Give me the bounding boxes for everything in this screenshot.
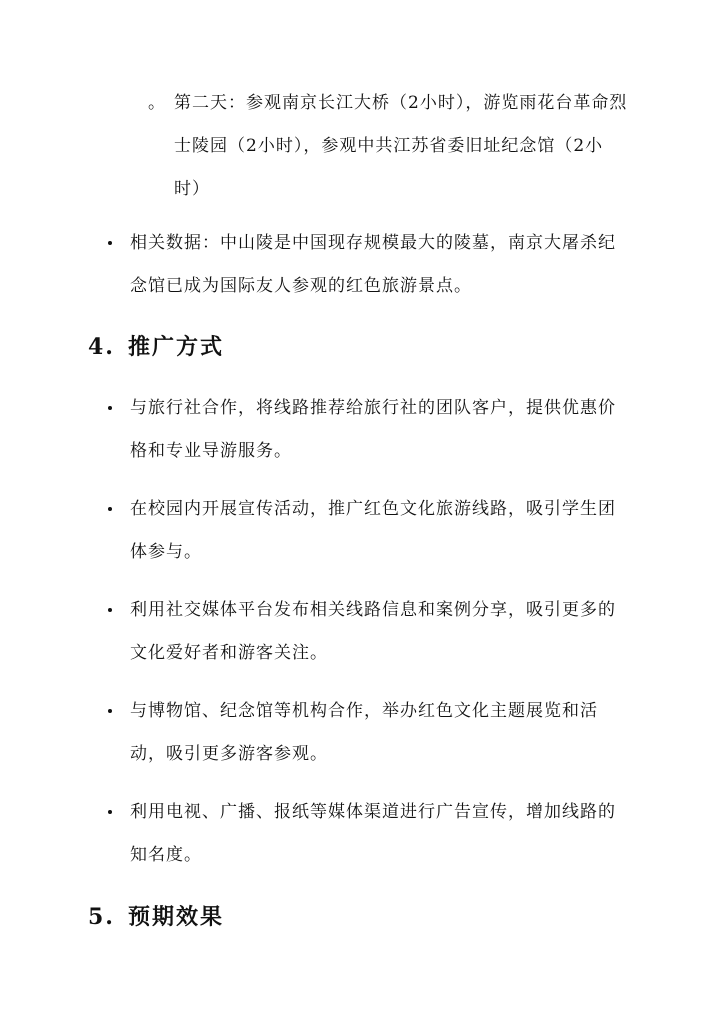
bullet-dot xyxy=(108,507,112,511)
section-title: 推广方式 xyxy=(128,334,225,360)
list-item-text: 与博物馆、纪念馆等机构合作，举办红色文化主题展览和活动，吸引更多游客参观。 xyxy=(130,701,598,764)
list-item xyxy=(108,387,628,473)
section-number: 5. xyxy=(88,904,115,930)
sub-list-item-day2 xyxy=(148,82,628,211)
section-heading-5 xyxy=(88,900,224,931)
bullet-dot xyxy=(108,608,112,612)
list-item xyxy=(108,690,628,776)
sub-list-marker: 。 xyxy=(148,93,166,113)
list-item-text: 与旅行社合作，将线路推荐给旅行社的团队客户，提供优惠价格和专业导游服务。 xyxy=(130,398,616,461)
bullet-dot xyxy=(108,241,112,245)
section-title: 预期效果 xyxy=(128,904,225,930)
bullet-dot xyxy=(108,810,112,814)
bullet-dot xyxy=(108,709,112,713)
list-item xyxy=(108,488,628,574)
list-item-text: 相关数据：中山陵是中国现存规模最大的陵墓，南京大屠杀纪念馆已成为国际友人参观的红色旅游景点。 xyxy=(130,233,616,296)
list-item-text: 在校园内开展宣传活动，推广红色文化旅游线路，吸引学生团体参与。 xyxy=(130,499,616,562)
section-number: 4. xyxy=(88,334,115,360)
list-item-text: 利用电视、广播、报纸等媒体渠道进行广告宣传，增加线路的知名度。 xyxy=(130,802,616,865)
section-heading-4 xyxy=(88,330,224,361)
list-item-text: 利用社交媒体平台发布相关线路信息和案例分享，吸引更多的文化爱好者和游客关注。 xyxy=(130,600,616,663)
list-item xyxy=(108,589,628,675)
list-item-related-data xyxy=(108,222,628,308)
list-item xyxy=(108,791,628,877)
sub-list-item-text: 第二天：参观南京长江大桥（2小时），游览雨花台革命烈士陵园（2小时），参观中共江苏省委旧址纪念馆（2小时） xyxy=(174,93,628,199)
bullet-dot xyxy=(108,406,112,410)
